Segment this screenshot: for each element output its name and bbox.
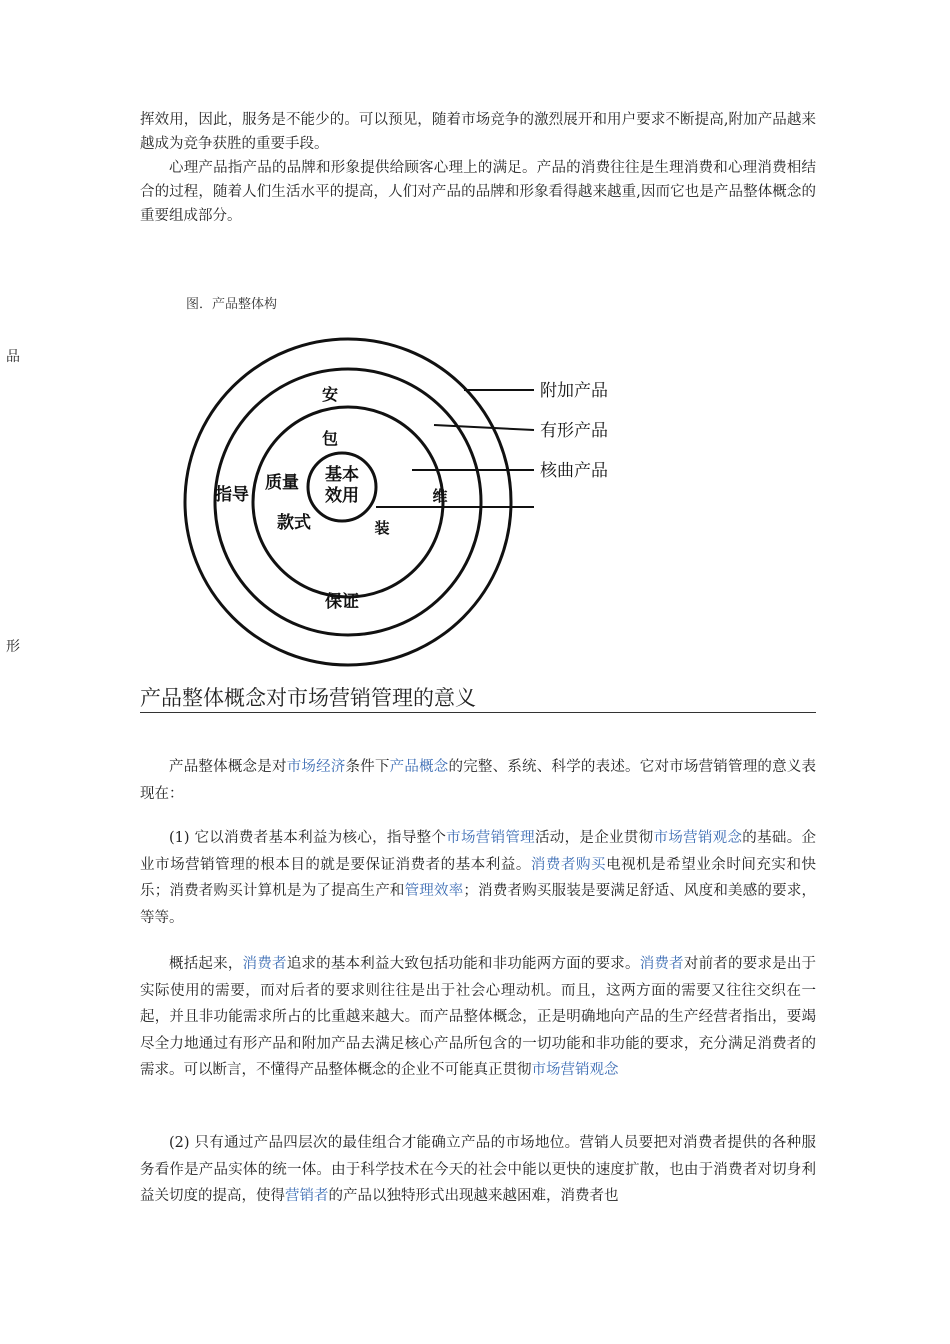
label-top-inner: 包 [321,429,339,448]
text-run: 的基础。企业市场营销管理的根本目的就是要保证消费者的基本利益。 [140,830,817,873]
figure-caption: 图．产品整体构 [186,297,278,312]
legend-tangible: 有形产品 [540,421,608,441]
center-label-line2: 效用 [325,486,359,506]
link-consumer-1[interactable]: 消费者 [242,956,287,972]
text-run: 电视机是希望业余时间充实和快乐；消费者购买计算机是为了提高生产和 [140,856,817,899]
link-marketing-concept-2[interactable]: 市场营销观念 [531,1062,619,1078]
legend-augmented: 附加产品 [540,381,608,401]
text-run: 活动，是企业贯彻 [535,830,654,846]
link-market-economy[interactable]: 市场经济 [286,759,346,775]
margin-char-1: 品 [6,349,20,365]
text-run: 条件下 [345,759,390,775]
margin-char-2: 形 [6,639,20,655]
label-top-outer: 安 [321,385,339,404]
link-marketing-concept[interactable]: 市场营销观念 [653,830,743,846]
link-management-efficiency[interactable]: 管理效率 [404,883,464,899]
product-concept-diagram [162,320,608,672]
link-marketer[interactable]: 营销者 [285,1188,329,1204]
label-left-outer: 指导 [215,485,249,505]
link-consumer-purchase[interactable]: 消费者购买 [530,856,607,873]
link-consumer-2[interactable]: 消费者 [639,956,684,972]
text-run: 概括起来， [169,956,243,972]
label-bottom-outer: 保证 [325,592,359,612]
text-run: 追求的基本利益大致包括功能和非功能两方面的要求。 [286,956,640,972]
text-run: 的完整、系统、科学的表述。它对市场营销管理的意义表现在： [140,759,817,802]
paragraph-point-2 [140,1130,816,1210]
label-left-inner: 质量 [265,473,299,493]
section-heading: 产品整体概念对市场营销管理的意义 [140,684,816,713]
paragraph-summary [140,951,816,1084]
text-run: ；消费者购买服装是要满足舒适、风度和美感的要求，等等。 [140,883,817,926]
link-product-concept[interactable]: 产品概念 [389,759,449,775]
label-bottom-inner: 款式 [277,513,311,533]
label-bottom-right: 装 [374,519,390,537]
link-marketing-management[interactable]: 市场营销管理 [446,830,535,846]
text-run: 的产品以独特形式出现越来越困难，消费者也 [328,1188,619,1204]
paragraph-psychological-product: 心理产品指产品的品牌和形象提供给顾客心理上的满足。产品的消费往往是生理消费和心理消费相结合的过程，随着人们生活水平的提高，人们对产品的品牌和形象看得越来越重,因而它也是产品整体概念的重要组成部分。 [140,160,816,224]
concentric-circles-diagram [162,320,608,672]
paragraph-service: 挥效用，因此，服务是不能少的。可以预见，随着市场竞争的激烈展开和用户要求不断提高,附加产品越来越成为竞争获胜的重要手段。 [140,112,816,152]
center-label-line1: 基本 [325,465,359,485]
text-run: 产品整体概念是对 [169,759,287,775]
legend-core: 核曲产品 [540,461,608,481]
paragraph-intro [140,754,816,807]
text-run: 对前者的要求是出于实际使用的需要，而对后者的要求则往往是出于社会心理动机。而且，这两方面的需要又往往交织在一起，并且非功能需求所占的比重越来越大。而产品整体概念，正是明确地向产品的生产经营者指出，要竭尽全力地通过有形产品和附加产品去满足核心产品所包含的一切功能和非功能的要求，充分满足消费者的需求。可以断言，不懂得产品整体概念的企业不可能真正贯彻 [140,956,817,1078]
text-run: (1) 它以消费者基本利益为核心，指导整个 [169,830,447,846]
label-right-inner: 维 [432,487,448,505]
paragraph-point-1 [140,825,816,931]
text-run: (2) 只有通过产品四层次的最佳组合才能确立产品的市场地位。营销人员要把对消费者提供的各种服务看作是产品实体的统一体。由于科学技术在今天的社会中能以更快的速度扩散，也由于消费者对切身利益关切度的提高，使得 [140,1135,816,1204]
leader-line-tangible [434,425,534,430]
